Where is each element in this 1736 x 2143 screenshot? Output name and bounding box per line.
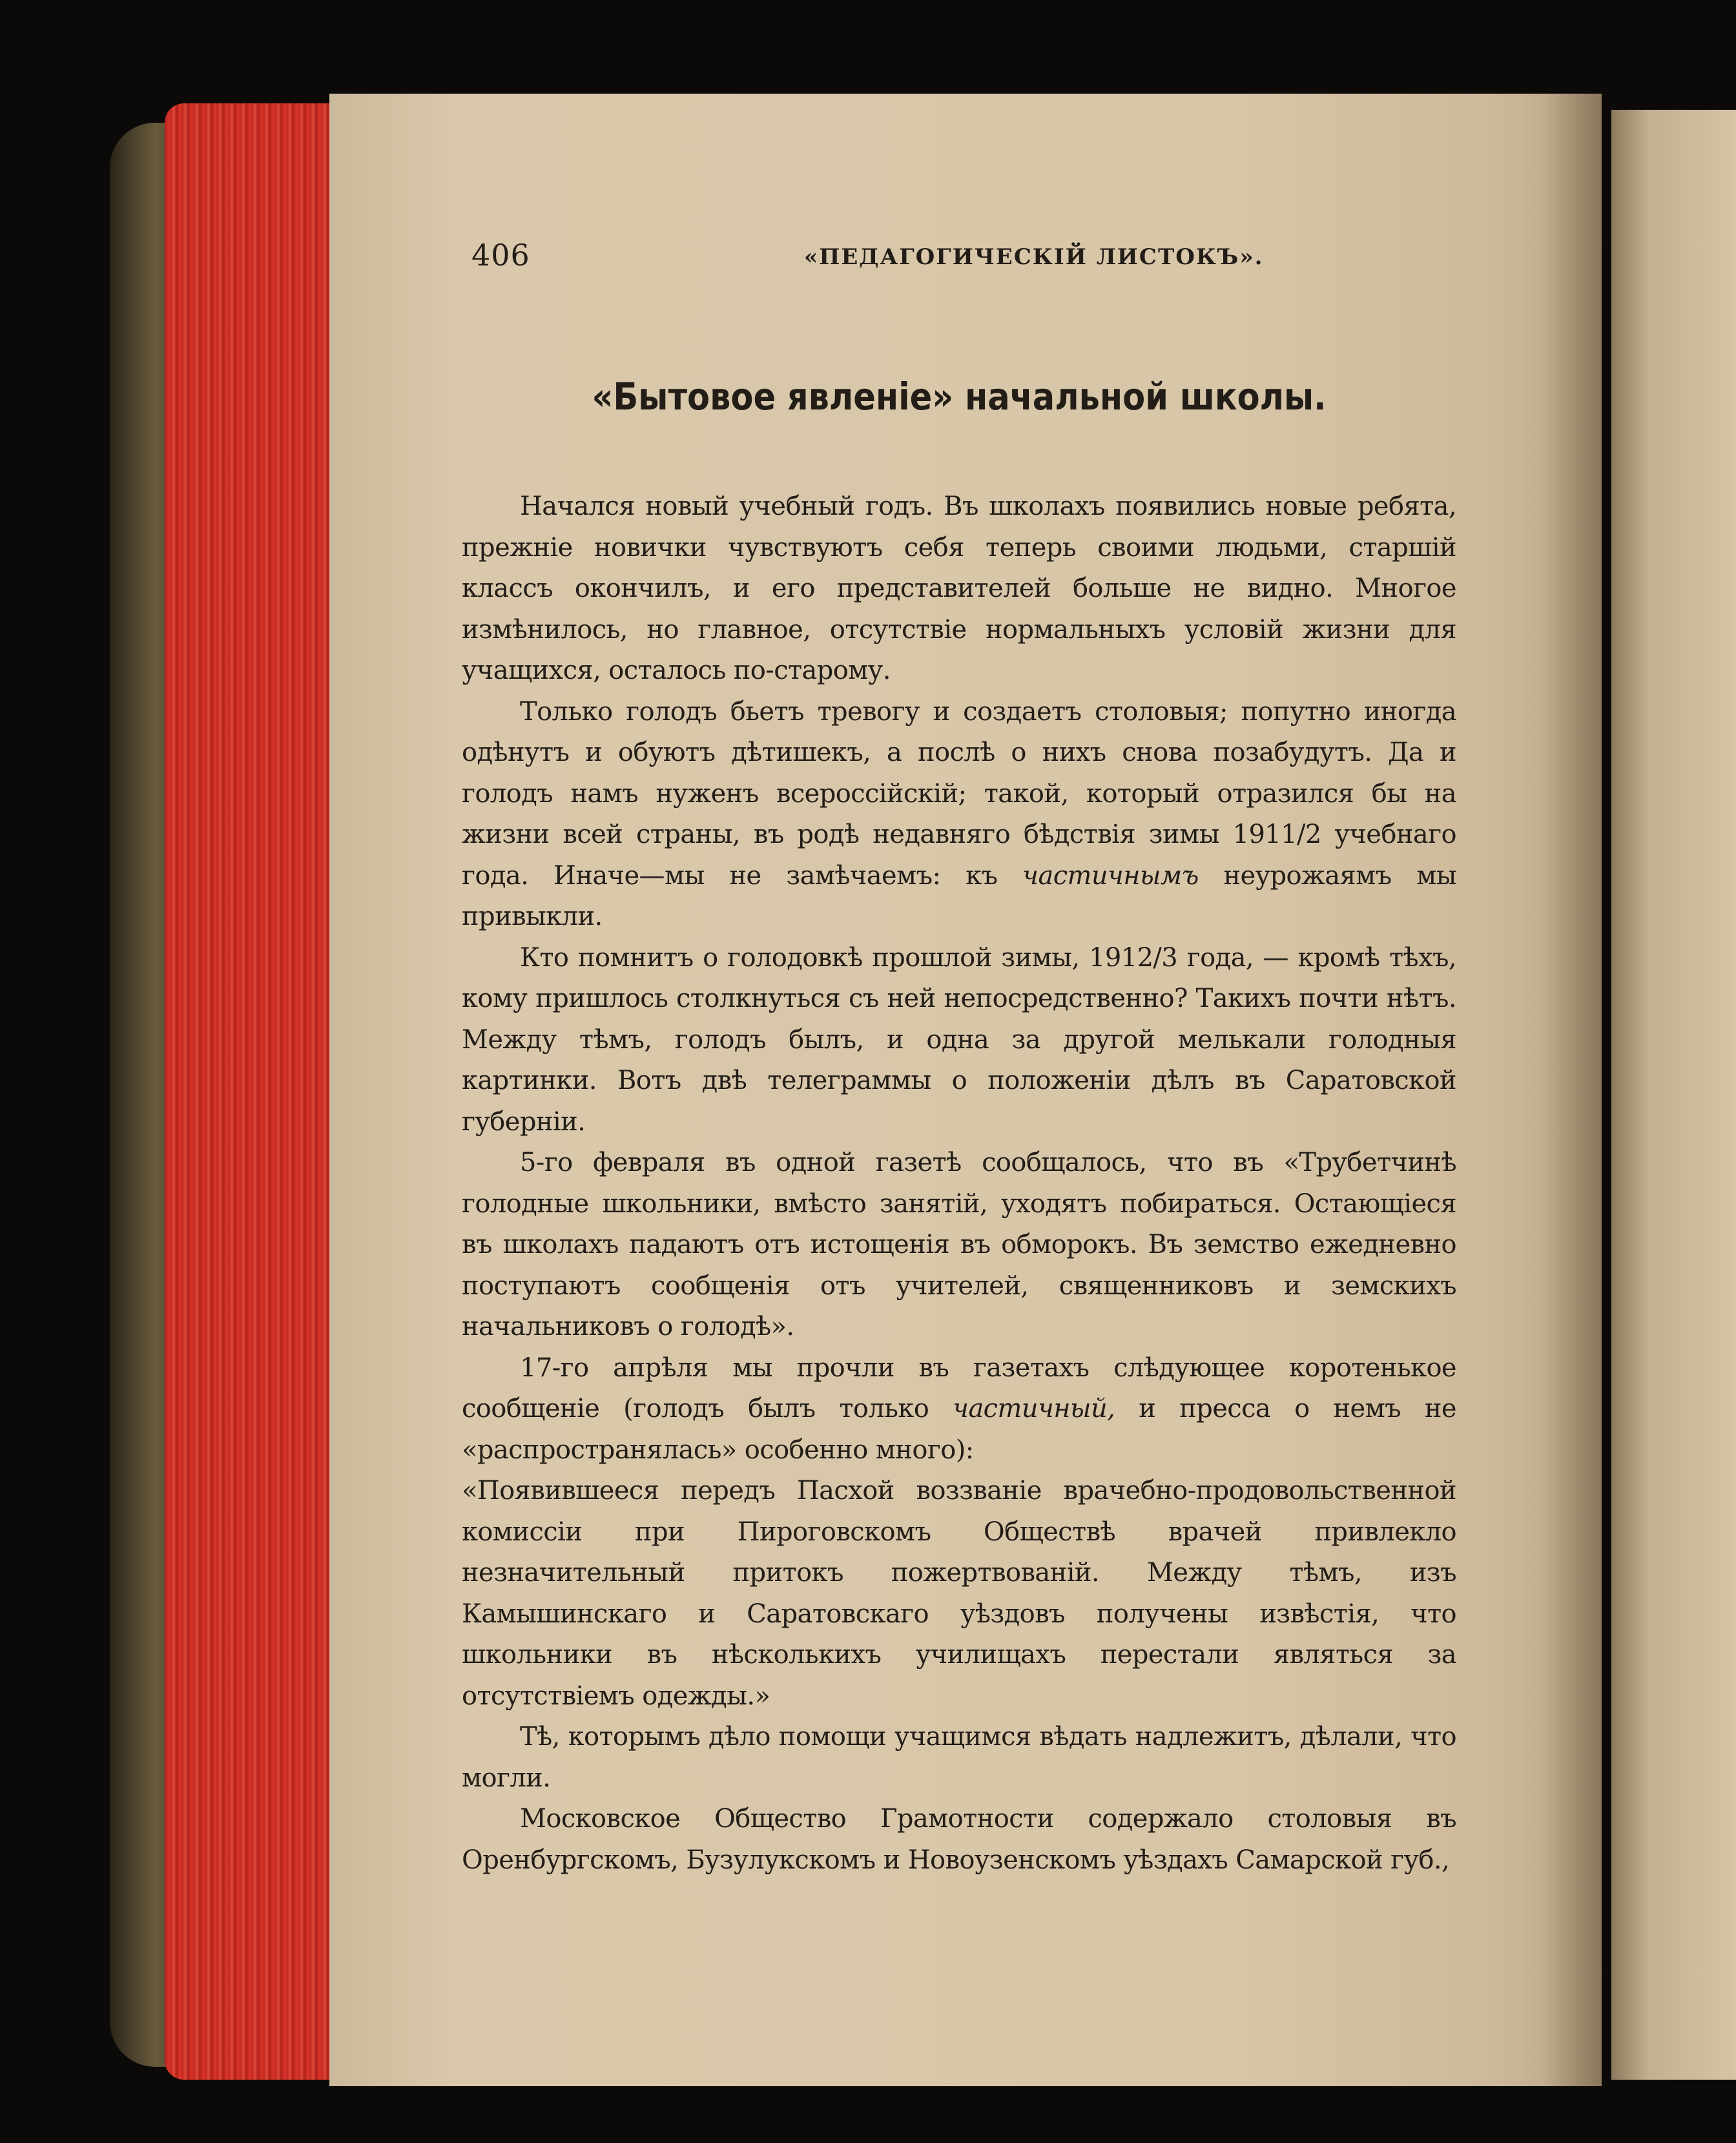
article-title: «Бытовое явленіе» начальной школы. bbox=[592, 375, 1327, 419]
paragraph-2: Только голодъ бьетъ тревогу и создаетъ столовыя; попутно иногда одѣнутъ и обуютъ дѣтишекъ, а послѣ о нихъ снова позабудутъ. Да и голодъ намъ нуженъ всероссійскій; такой, который отразился бы на жизни всей страны, въ родѣ недавняго бѣдствія зимы 1911/2 учебнаго года. Иначе—мы не замѣчаемъ: къ частичнымъ неурожаямъ мы привыкли. bbox=[462, 696, 1456, 931]
paragraph-5: 17-го апрѣля мы прочли въ газетахъ слѣдующее коротенькое сообщеніе (голодъ былъ только частичный, и пресса о немъ не «распространялась» особенно много): bbox=[462, 1352, 1456, 1465]
journal-title: «ПЕДАГОГИЧЕСКIЙ ЛИСТОКЪ». bbox=[804, 244, 1264, 270]
paragraph-7: Тѣ, которымъ дѣло помощи учащимся вѣдать надлежитъ, дѣлали, что могли. bbox=[462, 1722, 1456, 1793]
page-text-area bbox=[462, 226, 1456, 1881]
paragraph-1: Начался новый учебный годъ. Въ школахъ появились новые ребята, прежніе новички чувствуютъ себя теперь своими людьми, старшій классъ окончилъ, и его представителей больше не видно. Многое измѣнилось, но главное, отсутствіе нормальныхъ условій жизни для учащихся, осталось по-старому. bbox=[462, 492, 1456, 685]
paragraph-3: Кто помнитъ о голодовкѣ прошлой зимы, 1912/3 года, — кромѣ тѣхъ, кому пришлось столкнуться съ ней непосредственно? Такихъ почти нѣтъ. Между тѣмъ, голодъ былъ, и одна за другой мелькали голодныя картинки. Вотъ двѣ телеграммы о положеніи дѣлъ въ Саратовской губерніи. bbox=[462, 942, 1456, 1137]
page-number: 406 bbox=[471, 238, 530, 273]
red-page-edges bbox=[165, 103, 333, 2080]
next-page-edge bbox=[1611, 110, 1736, 2080]
paragraph-8: Московское Общество Грамотности содержало столовыя въ Оренбургскомъ, Бузулукскомъ и Новоузенскомъ уѣздахъ Самарской губ., bbox=[462, 1804, 1456, 1875]
running-head bbox=[462, 226, 1456, 278]
article-body bbox=[462, 486, 1456, 1881]
paragraph-4: 5-го февраля въ одной газетѣ сообщалось, что въ «Трубетчинѣ голодные школьники, вмѣсто занятій, уходятъ побираться. Остающіеся въ школахъ падаютъ отъ истощенія въ обморокъ. Въ земство ежедневно поступаютъ сообщенія отъ учителей, священниковъ и земскихъ начальниковъ о голодѣ». bbox=[462, 1148, 1456, 1341]
paragraph-6-quote: «Появившееся передъ Пасхой воззваніе врачебно-продовольственной комиссіи при Пироговскомъ Обществѣ врачей привлекло незначительный притокъ пожертвованій. Между тѣмъ, изъ Камышинскаго и Саратовскаго уѣздовъ получены извѣстія, что школьники въ нѣсколькихъ училищахъ перестали являться за отсутствіемъ одежды.» bbox=[462, 1476, 1456, 1711]
